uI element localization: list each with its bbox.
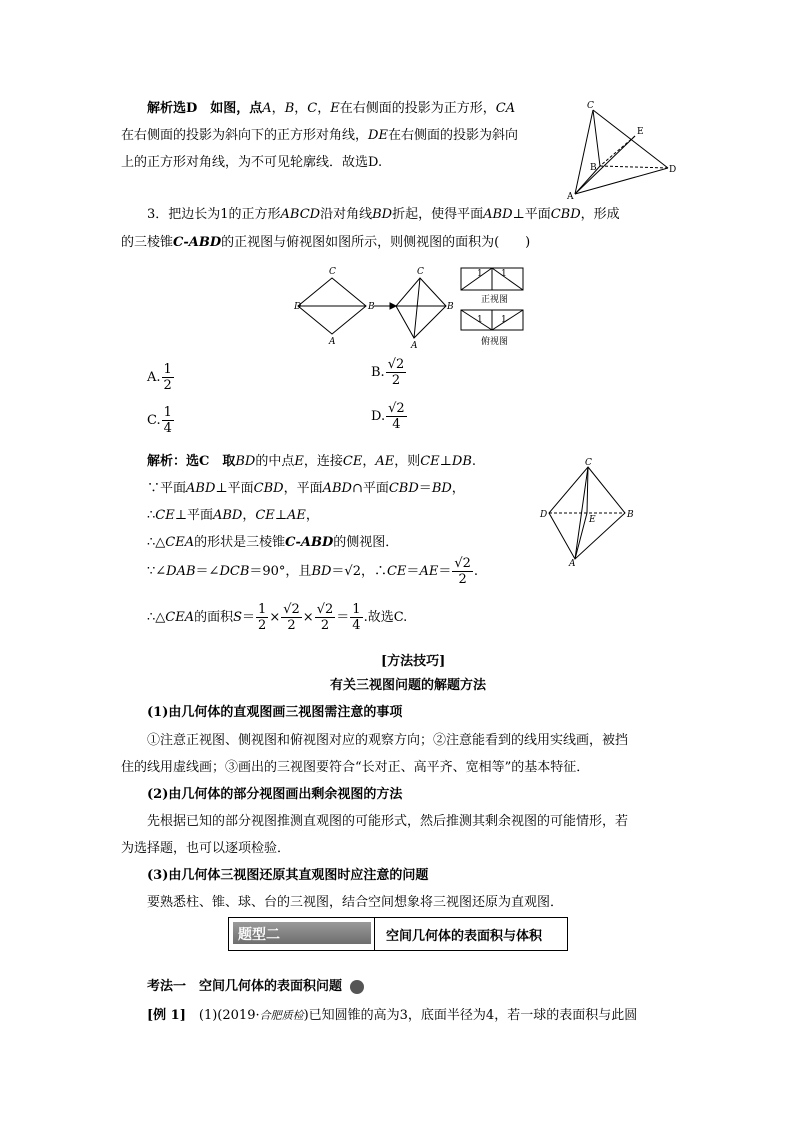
example-1: [例 1] (1)(2019·合肥质检)已知圆锥的高为3，底面半径为4，若一球的表面积与此圆 xyxy=(147,1008,638,1023)
option-d[interactable]: D. $\frac{√2}{4}$ xyxy=(371,401,405,432)
sol2-line2: 在右侧面的投影为斜向下的正方形对角线，DE在右侧面的投影为斜向 xyxy=(121,128,518,143)
method-h1: (1)由几何体的直观图画三视图需注意的事项 xyxy=(147,705,403,720)
sol2-lead: 解析选D 如图，点 xyxy=(147,101,263,116)
sol3-line1: 解析：选C 取BD的中点E，连接CE，AE，则CE⊥DB. xyxy=(147,454,477,469)
label-A: A xyxy=(567,192,574,200)
kaofa-dot-icon xyxy=(350,980,364,994)
label-D: D xyxy=(669,165,677,175)
sq-label-B: B xyxy=(368,302,375,312)
option-b[interactable]: B. $\frac{√2}{2}$ xyxy=(371,357,405,388)
sol3-line2: ∵平面ABD⊥平面CBD，平面ABD∩平面CBD＝BD， xyxy=(147,481,465,496)
section-banner xyxy=(228,917,568,951)
example-tag: [例 1] xyxy=(147,1008,186,1023)
method-tag: [方法技巧] xyxy=(381,654,446,669)
q3-label-E: E xyxy=(589,515,596,525)
sol2-line3: 上的正方形对角线，为不可见轮廓线．故选D. xyxy=(121,155,383,170)
tetra-figure-q3 xyxy=(535,455,640,567)
method-p1a: ①注意正视图、侧视图和俯视图对应的观察方向；②注意能看到的线用实线画，被挡 xyxy=(147,733,629,748)
sol3-line6: ∴△CEA的面积S＝ $\frac{1}{2}$ × $\frac{√2}{2}$ × $\frac{√2}{2}$ ＝ $\frac{1}{4}$ .故选C. xyxy=(147,602,408,633)
method-p2a: 先根据已知的部分视图推测直观图的可能形式，然后推测其剩余视图的可能情形，若 xyxy=(147,814,629,829)
method-p1b: 住的线用虚线画；③画出的三视图要符合“长对正、高平齐、宽相等”的基本特征． xyxy=(121,760,590,775)
top-len-2: 1 xyxy=(501,315,507,325)
q3-label-D: D xyxy=(540,510,548,520)
fold-label-C: C xyxy=(417,267,424,277)
fold-label-B: B xyxy=(447,302,454,312)
fold-label-A: A xyxy=(411,341,418,351)
section-title: 空间几何体的表面积与体积 xyxy=(386,929,543,944)
method-p3: 要熟悉柱、锥、球、台的三视图，结合空间想象将三视图还原为直观图． xyxy=(147,895,564,910)
front-len-1: 1 xyxy=(477,269,483,279)
label-C: C xyxy=(587,101,594,111)
front-len-2: 1 xyxy=(501,269,507,279)
sol3-line4: ∴△CEA的形状是三棱锥C-ABD的侧视图． xyxy=(147,535,399,550)
q3-line2: 的三棱锥C-ABD的正视图与俯视图如图所示，则侧视图的面积为( ) xyxy=(121,235,531,250)
top-len-1: 1 xyxy=(477,315,483,325)
sq-label-A: A xyxy=(329,337,336,347)
front-view-caption: 正视图 xyxy=(481,295,509,305)
label-E: E xyxy=(637,127,644,137)
q3-label-A: A xyxy=(569,559,576,567)
q3-label-B: B xyxy=(627,510,634,520)
method-title: 有关三视图问题的解题方法 xyxy=(330,678,487,693)
method-h3: (3)由几何体三视图还原其直观图时应注意的问题 xyxy=(147,868,429,883)
q3-label-C: C xyxy=(585,458,592,468)
sq-label-D: D xyxy=(294,302,302,312)
option-a[interactable]: A. $\frac{1}{2}$ xyxy=(147,362,172,393)
sol3-line5: ∵∠DAB＝∠DCB＝90°，且BD＝√2，∴CE＝AE＝ $\frac{√2}{2}$ . xyxy=(147,556,479,587)
fold-figure xyxy=(294,262,534,354)
tetra-figure-q2 xyxy=(565,98,680,200)
method-p2b: 为选择题，也可以逐项检验． xyxy=(121,841,291,856)
top-view-caption: 俯视图 xyxy=(481,337,509,347)
sq-label-C: C xyxy=(329,267,336,277)
option-c[interactable]: C. $\frac{1}{4}$ xyxy=(147,405,172,436)
method-h2: (2)由几何体的部分视图画出剩余视图的方法 xyxy=(147,787,403,802)
kaofa-title: 考法一 空间几何体的表面积问题 xyxy=(147,975,364,994)
q3-line1: 3．把边长为1的正方形ABCD沿对角线BD折起，使得平面ABD⊥平面CBD，形成 xyxy=(147,207,620,222)
label-B: B xyxy=(590,163,597,173)
section-tag-box xyxy=(233,922,371,944)
section-tag: 题型二 xyxy=(238,927,280,943)
sol3-line3: ∴CE⊥平面ABD，CE⊥AE， xyxy=(147,508,319,523)
sol2-line1: 解析选D 如图，点A，B，C，E在右侧面的投影为正方形，CA xyxy=(147,101,516,116)
